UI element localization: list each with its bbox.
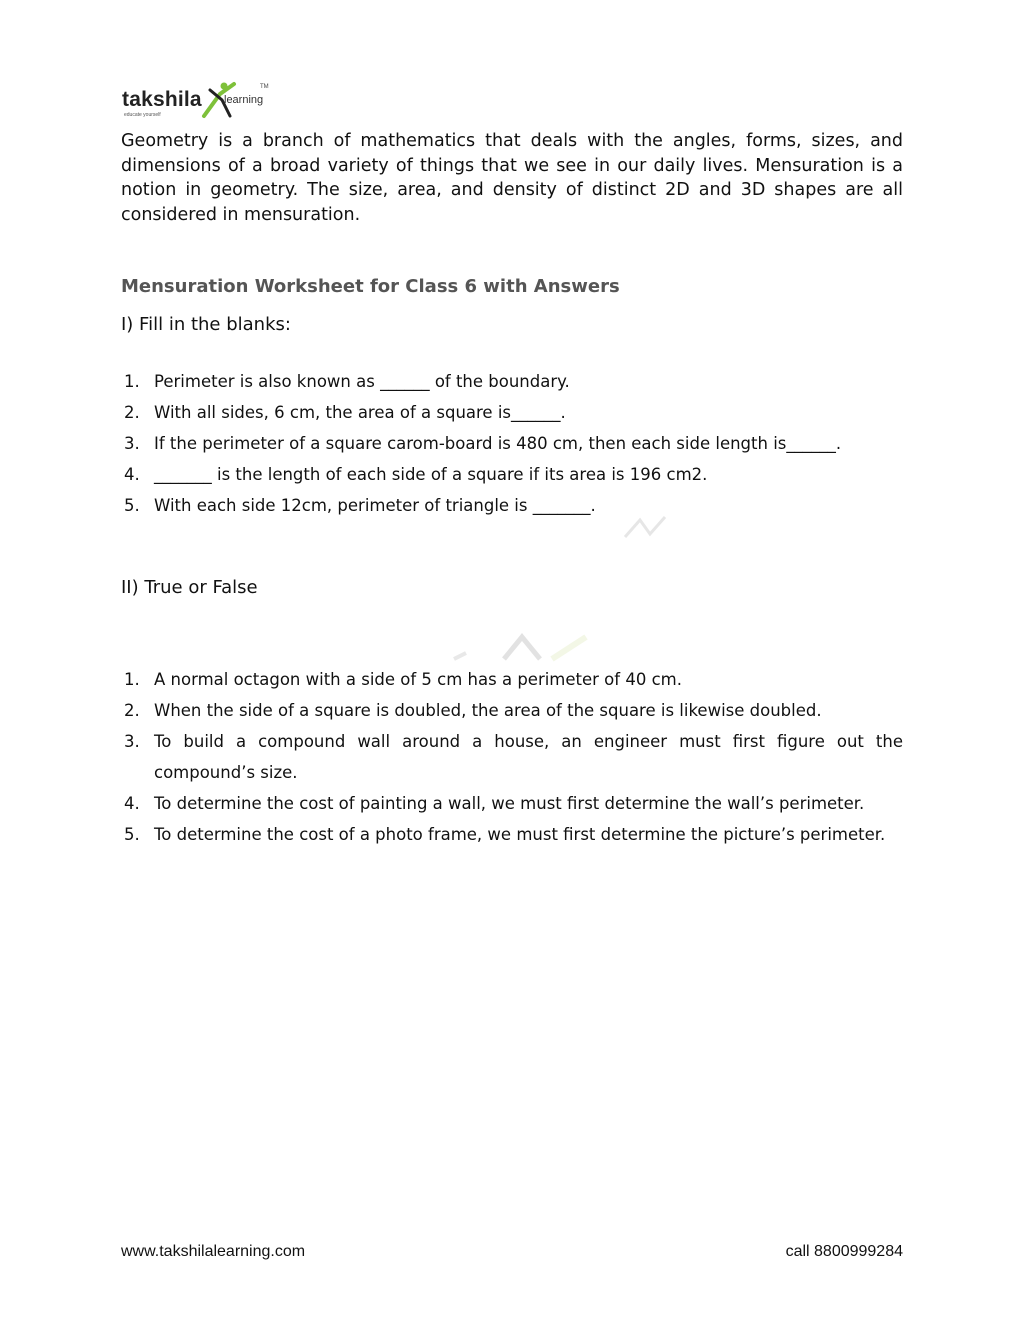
item-text: With each side 12cm, perimeter of triangle is _______. <box>154 496 596 515</box>
item-text: To determine the cost of a photo frame, we must first determine the picture’s perimeter. <box>154 825 886 844</box>
trademark-mark: TM <box>260 84 269 90</box>
footer-phone: call 8800999284 <box>785 1243 903 1260</box>
item-text: With all sides, 6 cm, the area of a square is______. <box>154 403 566 422</box>
logo-suffix: learning <box>224 94 264 106</box>
item-number: 4. <box>124 465 140 484</box>
list-item <box>121 366 903 397</box>
item-number: 4. <box>124 794 140 813</box>
faint-watermark-logo <box>452 633 592 663</box>
list-item <box>121 397 903 428</box>
logo-wordmark: takshila <box>122 88 202 111</box>
list-item <box>121 695 903 726</box>
list-item <box>121 788 903 819</box>
item-text: A normal octagon with a side of 5 cm has a perimeter of 40 cm. <box>154 670 682 689</box>
item-number: 2. <box>124 403 140 422</box>
item-text: To determine the cost of painting a wall, we must first determine the wall’s perimeter. <box>154 794 865 813</box>
item-number: 1. <box>124 670 140 689</box>
list-item <box>121 490 903 521</box>
item-number: 5. <box>124 825 140 844</box>
section-true-false-title: II) True or False <box>121 577 258 598</box>
footer-website-link[interactable]: www.takshilalearning.com <box>121 1243 306 1260</box>
item-text: When the side of a square is doubled, the area of the square is likewise doubled. <box>154 701 822 720</box>
worksheet-subheading: Mensuration Worksheet for Class 6 with Answers <box>121 276 620 297</box>
logo-tagline: educate yourself <box>124 112 161 118</box>
list-item <box>121 819 903 850</box>
item-number: 3. <box>124 434 140 453</box>
takshila-logo <box>120 80 270 120</box>
section-fill-blanks-title: I) Fill in the blanks: <box>121 314 291 335</box>
item-number: 5. <box>124 496 140 515</box>
list-item <box>121 726 903 788</box>
item-number: 1. <box>124 372 140 391</box>
fill-blanks-list <box>121 366 903 521</box>
item-number: 3. <box>124 732 140 751</box>
list-item <box>121 664 903 695</box>
item-text: To build a compound wall around a house, an engineer must first figure out the compound’s size. <box>154 732 903 782</box>
item-number: 2. <box>124 701 140 720</box>
true-false-list <box>121 664 903 850</box>
faint-watermark-fragment <box>620 512 680 542</box>
item-text: If the perimeter of a square carom-board is 480 cm, then each side length is______. <box>154 434 842 453</box>
item-text: _______ is the length of each side of a square if its area is 196 cm2. <box>154 465 708 484</box>
list-item <box>121 459 903 490</box>
list-item <box>121 428 903 459</box>
item-text: Perimeter is also known as ______ of the boundary. <box>154 372 570 391</box>
intro-paragraph: Geometry is a branch of mathematics that deals with the angles, forms, sizes, and dimensions of a broad variety of things that we see in our daily lives. Mensuration is a notion in geometry. The size, area, and density of distinct 2D and 3D shapes are all considered in mensuration. <box>121 131 903 225</box>
